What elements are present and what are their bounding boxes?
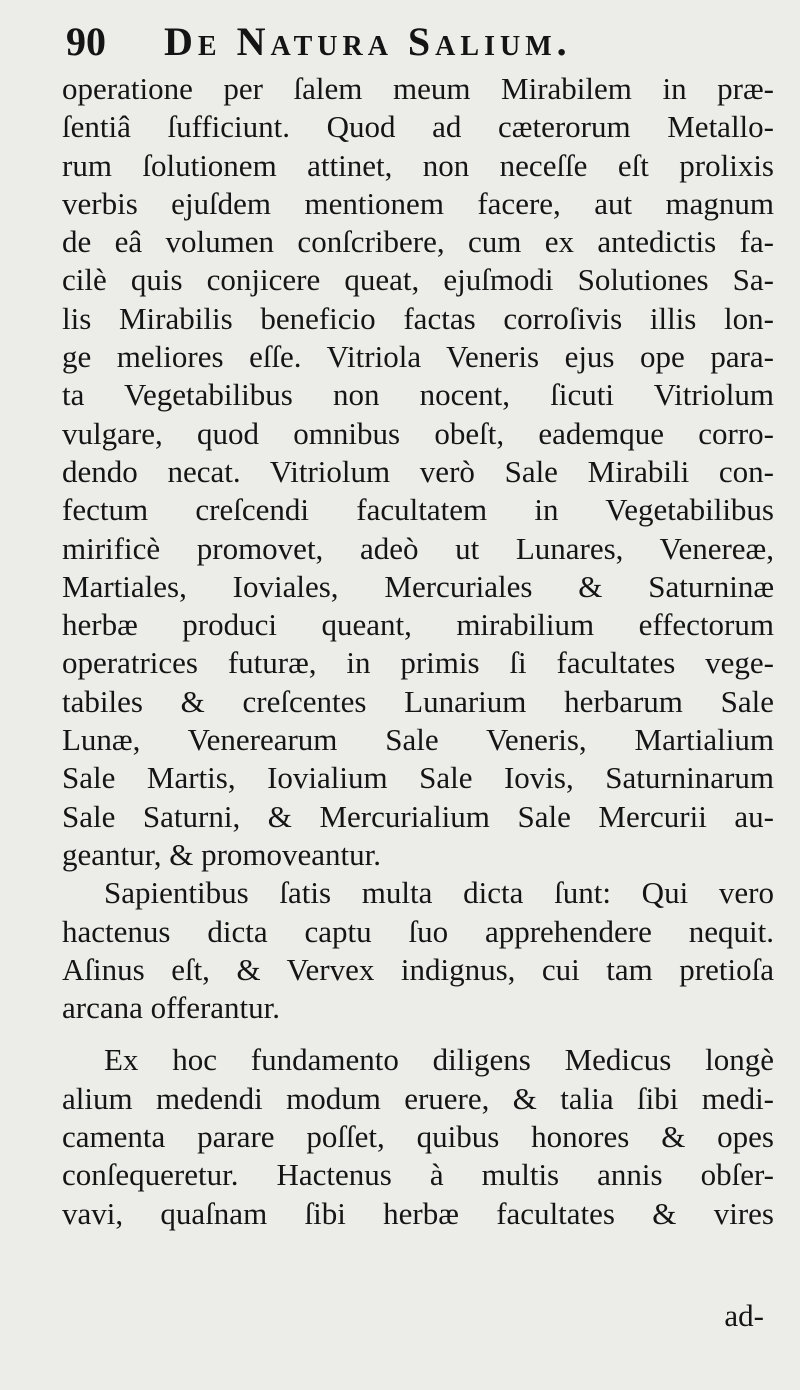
text-line: Lunæ, Venerearum Sale Veneris, Martialium (62, 722, 774, 758)
paragraph-3 (62, 1041, 774, 1232)
text-line: geantur, & promoveantur. (62, 836, 382, 872)
text-line: ſentiâ ſufficiunt. Quod ad cæterorum Metallo- (62, 109, 774, 145)
text-line: alium medendi modum eruere, & talia ſibi medi- (62, 1080, 774, 1116)
paragraph-2 (62, 874, 774, 1027)
text-line: de eâ volumen conſcribere, cum ex antedictis fa- (62, 224, 774, 260)
running-head: De Natura Salium. (164, 19, 572, 64)
body-text (62, 70, 774, 1233)
text-line: lis Mirabilis beneficio factas corroſivis illis lon- (62, 300, 774, 336)
text-line: Martiales, Ioviales, Mercuriales & Saturninæ (62, 568, 774, 604)
text-line: mirificè promovet, adeò ut Lunares, Venereæ, (62, 530, 774, 566)
text-line: Sale Saturni, & Mercurialium Sale Mercurii au- (62, 798, 774, 834)
page-number: 90 (66, 19, 106, 64)
text-line: fectum creſcendi facultatem in Vegetabilibus (62, 492, 774, 528)
text-line: rum ſolutionem attinet, non neceſſe eſt prolixis (62, 147, 774, 183)
text-line: tabiles & creſcentes Lunarium herbarum Sale (62, 683, 774, 719)
text-line: verbis ejuſdem mentionem facere, aut magnum (62, 185, 774, 221)
text-line: dendo necat. Vitriolum verò Sale Mirabili con- (62, 453, 774, 489)
catchword: ad- (724, 1298, 764, 1333)
text-line: ge meliores eſſe. Vitriola Veneris ejus ope para- (62, 339, 774, 375)
paragraph-spacing (62, 1027, 774, 1041)
text-line: camenta parare poſſet, quibus honores & opes (62, 1119, 774, 1155)
text-line: herbæ produci queant, mirabilium effectorum (62, 607, 774, 643)
text-line: Sale Martis, Iovialium Sale Iovis, Saturninarum (62, 760, 774, 796)
text-line: cilè quis conjicere queat, ejuſmodi Solutiones Sa- (62, 262, 774, 298)
text-line: arcana offerantur. (62, 990, 281, 1026)
text-line: operatione per ſalem meum Mirabilem in præ- (62, 71, 774, 106)
text-line: hactenus dicta captu ſuo apprehendere nequit. (62, 913, 774, 949)
text-line: Aſinus eſt, & Vervex indignus, cui tam pretioſa (62, 951, 774, 987)
text-line: operatrices futuræ, in primis ſi facultates vege- (62, 645, 774, 681)
text-line: ta Vegetabilibus non nocent, ſicuti Vitriolum (62, 377, 774, 413)
page-header (60, 14, 760, 66)
text-line: Ex hoc fundamento diligens Medicus longè (104, 1042, 774, 1078)
text-line: conſequeretur. Hactenus à multis annis obſer- (62, 1157, 774, 1193)
text-line: vavi, quaſnam ſibi herbæ facultates & vires (62, 1195, 774, 1231)
text-line: vulgare, quod omnibus obeſt, eademque corro- (62, 415, 774, 451)
text-line: Sapientibus ſatis multa dicta ſunt: Qui vero (104, 875, 774, 911)
paragraph-1 (62, 70, 774, 874)
